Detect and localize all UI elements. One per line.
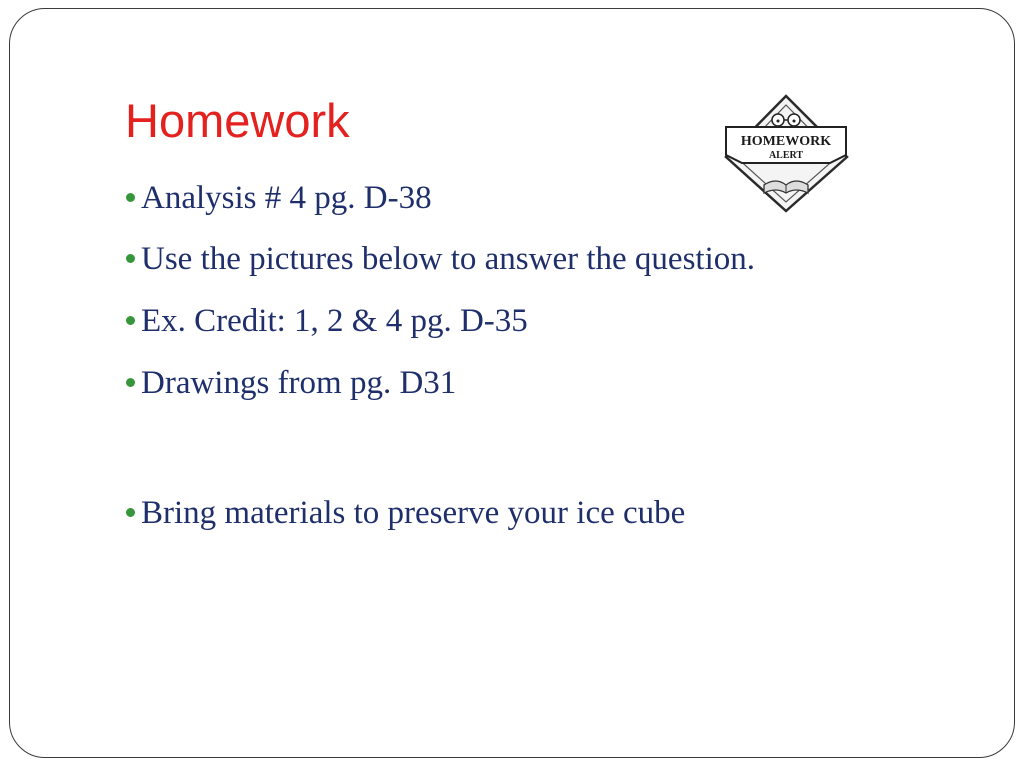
bullet-dot-icon bbox=[126, 193, 135, 202]
bullet-dot-icon bbox=[126, 254, 135, 263]
bullet-text: Analysis # 4 pg. D-38 bbox=[141, 180, 432, 216]
bullet-dot-icon bbox=[126, 508, 135, 517]
bullet-text: Drawings from pg. D31 bbox=[141, 365, 457, 401]
slide-title: Homework bbox=[125, 94, 350, 147]
badge-line2: ALERT bbox=[768, 150, 804, 161]
bullet-item bbox=[126, 176, 432, 220]
slide-frame bbox=[9, 8, 1015, 758]
homework-alert-icon bbox=[720, 93, 852, 215]
bullet-text: Ex. Credit: 1, 2 & 4 pg. D-35 bbox=[141, 303, 528, 339]
bullet-item bbox=[126, 299, 528, 343]
bullet-item bbox=[126, 491, 685, 535]
bullet-text: Bring materials to preserve your ice cube bbox=[141, 495, 686, 531]
bullet-dot-icon bbox=[126, 316, 135, 325]
bullet-item bbox=[126, 237, 755, 281]
bullet-item bbox=[126, 361, 456, 405]
bullet-text: Use the pictures below to answer the question. bbox=[141, 241, 756, 277]
bullet-dot-icon bbox=[126, 378, 135, 387]
badge-line1: HOMEWORK bbox=[740, 134, 832, 149]
